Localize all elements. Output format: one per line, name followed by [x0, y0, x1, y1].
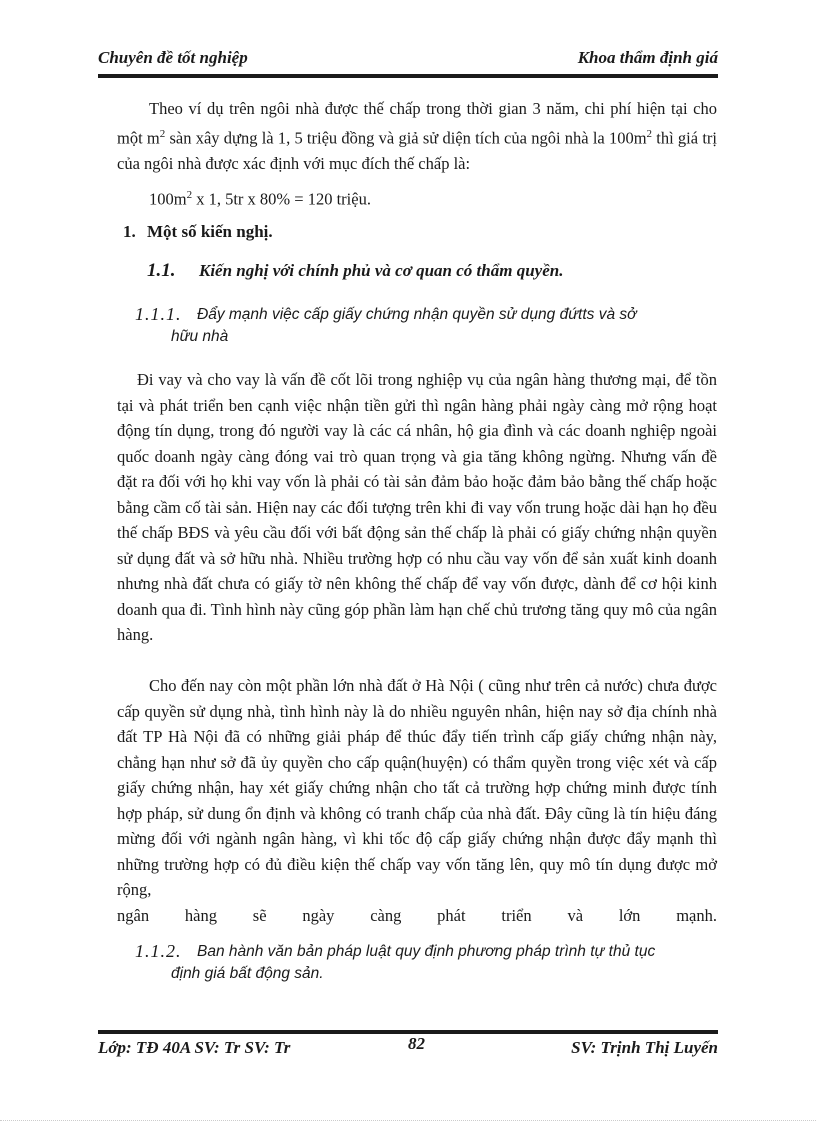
paragraph-2-text: Cho đến nay còn một phần lớn nhà đất ở Hà Nội ( cũng như trên cả nước) chưa được cấp quyền sử dụng nhà, tình hình này là do nhiều nguyên nhân, hiện nay sở địa chính nhà đất TP Hà Nội đã có những giải pháp để thúc đẩy tiến trình cấp giấy chứng nhận này, chẳng hạn như sở đã ủy quyền cho cấp quận(huyện) có thẩm quyền trong việc xét và cấp giấy chứng nhận, hay xét giấy chứng nhận cho tất cả trường hợp chứng minh được tính hợp pháp, sử dung ổn định và không có tranh chấp của nhà đất. Đây cũng là tín hiệu đáng mừng đối với ngành ngân hàng, vì khi tốc độ cấp giấy chứng nhận được đẩy mạnh thì những trường hợp có đủ điều kiện thế chấp vay vốn tăng lên, quy mô tín dụng được mở rộng,	[117, 676, 717, 899]
section-number: 1.	[123, 222, 136, 241]
section-number: 1.1.	[147, 260, 176, 281]
section-title: Kiến nghị với chính phủ và cơ quan có thẩm quyền.	[199, 261, 564, 280]
page-footer	[98, 1034, 718, 1062]
intro-paragraph	[117, 96, 717, 176]
superscript-2: 2	[186, 189, 193, 201]
formula-part-2: x 1, 5tr x 80% = 120 triệu.	[192, 189, 371, 209]
header-left-title: Chuyên đề tốt nghiệp	[98, 48, 248, 67]
intro-text-part-1: Theo ví dụ trên ngôi nhà được thế chấp trong thời gian 3 năm, chi phí hiện tại cho một m	[117, 99, 717, 147]
formula-line	[149, 183, 709, 212]
page-number: 82	[408, 1034, 425, 1053]
page-edge-dotted-line	[0, 1120, 816, 1121]
superscript-2: 2	[646, 127, 653, 140]
section-title-line-2: hữu nhà	[171, 328, 229, 345]
superscript-2: 2	[159, 127, 166, 140]
formula-part-1: 100m	[149, 189, 187, 209]
paragraph-2-last-line: ngân hàng sẽ ngày càng phát triển và lớn mạnh.	[117, 905, 717, 925]
footer-class-info: Lớp: TĐ 40A SV: Tr SV: Tr	[98, 1038, 291, 1057]
header-divider	[98, 74, 718, 78]
section-number: 1.1.1.	[135, 304, 182, 324]
header-right-title: Khoa thẩm định giá	[577, 48, 718, 67]
page-header	[98, 46, 718, 74]
section-number: 1.1.2.	[135, 941, 182, 961]
section-title: Một số kiến nghị.	[147, 222, 273, 241]
paragraph-2	[117, 673, 717, 928]
intro-text-part-3: thì giá trị của ngôi nhà được xác định với mục đích thế chấp là:	[117, 128, 717, 173]
footer-student-name: SV: Trịnh Thị Luyến	[571, 1038, 718, 1057]
section-heading-1-1-1	[135, 304, 719, 348]
section-title-line-2: định giá bất động sản.	[171, 965, 324, 982]
intro-text-part-2: sàn xây dựng là 1, 5 triệu đồng và giả sử diện tích của ngôi nhà la 100m	[165, 128, 647, 147]
section-heading-1-1-2	[135, 941, 719, 985]
section-heading-1	[123, 222, 273, 242]
section-title-line-1: Đẩy mạnh việc cấp giấy chứng nhận quyền sử dụng đứtts và sở	[197, 306, 637, 323]
paragraph-1: Đi vay và cho vay là vấn đề cốt lõi trong nghiệp vụ của ngân hàng thương mại, để tồn tại và phát triển ben cạnh việc nhận tiền gửi thì ngân hàng phải ngày càng mở rộng hoạt động tín dụng, trong đó người vay là các cá nhân, hộ gia đình và các doanh nghiệp ngoài quốc doanh ngày càng đóng vai trò quan trọng và gia tăng không ngừng. Nhưng vấn đề đặt ra đối với họ khi vay vốn là phải có tài sản đảm bảo hoặc đảm bảo bằng thế chấp hoặc bằng cầm cố tài sản. Hiện nay các đối tượng trên khi đi vay vốn trung hoặc dài hạn họ đều thế chấp BĐS và yêu cầu đối với bất động sản thế chấp là phải có giấy chứng nhận quyền sử dụng đất và sở hữu nhà. Nhiều trường hợp có nhu cầu vay vốn để sản xuất kinh doanh nhưng nhà đất chưa có giấy tờ nên không thế chấp để vay vốn được, dành để cơ hội kinh doanh qua đi. Tình hình này cũng góp phần làm hạn chế chủ trương tăng quy mô của ngân hàng.	[117, 370, 717, 644]
section-title-line-1: Ban hành văn bản pháp luật quy định phương pháp trình tự thủ tục	[197, 943, 656, 960]
section-heading-1-1	[147, 260, 563, 282]
